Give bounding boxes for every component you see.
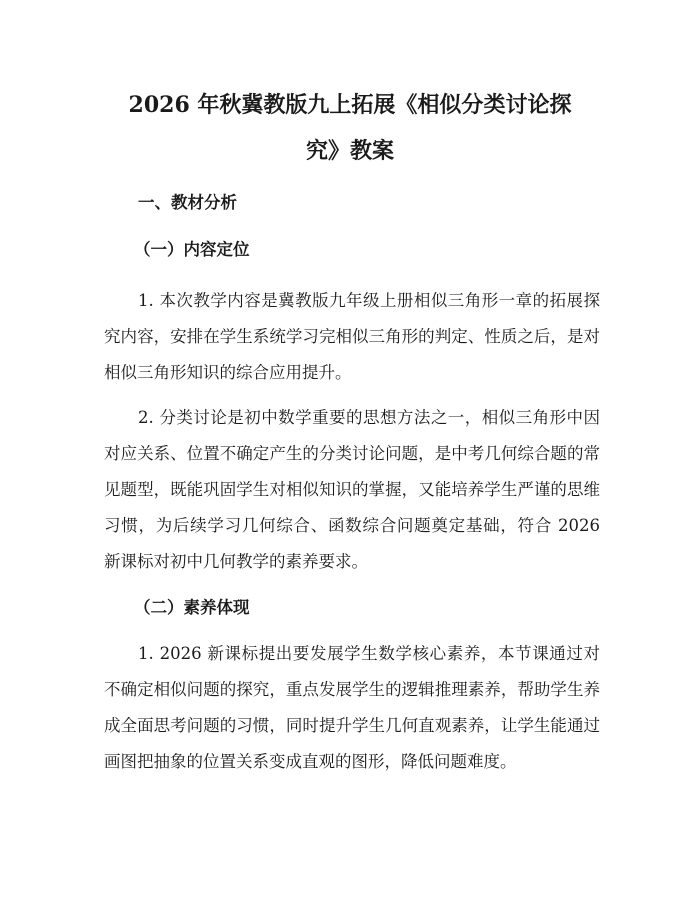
document-title-line-1: 2026 年秋冀教版九上拓展《相似分类讨论探 (128, 92, 572, 118)
subsection-heading-literacy-embodiment: （二）素养体现 (134, 598, 250, 617)
paragraph-literacy-embodiment-1: 1. 2026 新课标提出要发展学生数学核心素养，本节课通过对不确定相似问题的探究，重点发展学生的逻辑推理素养，帮助学生养成全面思考问题的习惯，同时提升学生几何直观素养，让学生能通过画图把抽象的位置关系变成直观的图形，降低问题难度。 (104, 644, 600, 771)
paragraph-content-positioning-2: 2. 分类讨论是初中数学重要的思想方法之一，相似三角形中因对应关系、位置不确定产生的分类讨论问题，是中考几何综合题的常见题型，既能巩固学生对相似知识的掌握，又能培养学生严谨的思维习惯，为后续学习几何综合、函数综合问题奠定基础，符合 2026 新课标对初中几何教学的素养要求。 (104, 408, 600, 571)
section-heading-textbook-analysis: 一、教材分析 (138, 193, 237, 212)
subsection-heading-content-positioning: （一）内容定位 (134, 240, 250, 259)
document-title-line-2: 究》教案 (305, 138, 394, 164)
paragraph-content-positioning-1: 1. 本次教学内容是冀教版九年级上册相似三角形一章的拓展探究内容，安排在学生系统学习完相似三角形的判定、性质之后，是对相似三角形知识的综合应用提升。 (104, 291, 600, 382)
